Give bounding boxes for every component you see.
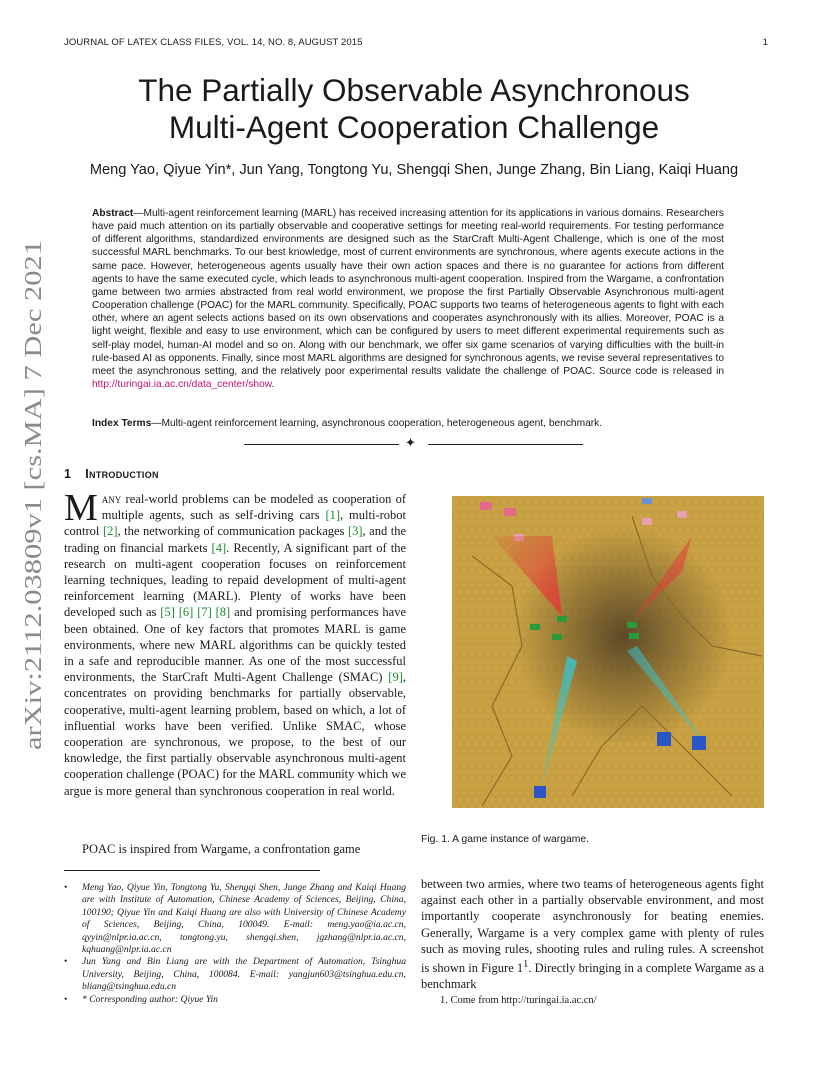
red-unit [504,508,516,516]
source-code-link[interactable]: http://turingai.ia.ac.cn/data_center/show [92,379,272,391]
footnote-text: Jun Yang and Bin Liang are with the Department of Automation, Tsinghua University, Beijing, China, 100084. E-mail: yangjun603@tsinghua.edu.cn, bliang@tsinghua.edu.cn [82,956,406,993]
bullet-icon: • [64,956,68,968]
green-unit [530,624,540,630]
abstract-text: —Multi-agent reinforcement learning (MARL) has received increasing attention for its applications in various domains. Researchers have paid much attention on its partially observable and cooperative settings for meeting real-world requirements. For testing performance of different algorithms, standardized environments are designed such as the StarCraft Multi-Agent Challenge, which is one of the most successful MARL benchmarks. To our best knowledge, most of current environments are synchronous, where agents execute actions in the same pace. However, heterogeneous agents usually have their own action spaces and there is no guarantee for actions from different agents to have the same executed cycle, which leads to asynchronous multi-agent cooperation. Inspired from the Wargame, a confrontation game between two armies abstracted from real world environment, we propose the first Partially Observable Asynchronous multi-agent Cooperation challenge (POAC) for the MARL community. Specifically, POAC supports two teams of heterogeneous agents to fight with each other, where an agent selects actions based on its own observations and cooperates asynchronously with its allies. Moreover, POAC is a light weight, flexible and easy to use environment, which can be configured by users to meet different experimental requirements such as self-play model, human-AI model and so on. Along with our benchmark, we offer six game scenarios of varying difficulties with the built-in rule-based AI as opponents. Finally, since most MARL algorithms are designed for synchronous agents, we revise several representatives to meet the asynchronous setting, and the relatively poor experimental results validate the challenge of POAC. Source code is released in [92,208,724,377]
footnote-rule [64,870,320,871]
footnote-item [64,956,406,993]
separator-line-left [244,444,399,445]
index-terms-text: —Multi-agent reinforcement learning, asynchronous cooperation, heterogeneous agent, benchmark. [151,418,603,429]
green-unit [629,633,639,639]
section-number: 1 [64,467,72,481]
citation[interactable]: [3] [347,524,363,539]
index-terms-label: Index Terms [92,418,152,429]
footnote-item [64,882,406,956]
blue-unit [534,786,546,798]
citation[interactable]: [6] [178,605,194,620]
red-unit [677,511,687,518]
bullet-icon: • [64,882,68,893]
journal-header: JOURNAL OF LATEX CLASS FILES, VOL. 14, NO. 8, AUGUST 2015 [64,37,363,48]
abstract-end: . [271,379,275,391]
arxiv-stamp [12,234,52,754]
green-unit [557,616,567,622]
footnote-marker[interactable]: 1 [523,959,529,971]
citation[interactable]: [4] [211,540,227,555]
index-terms [92,417,724,430]
abstract [92,207,724,391]
smallcaps-lead: any [101,492,122,506]
intro-paragraph-1 [64,487,407,799]
dropcap: M [64,487,98,529]
page-footnote: 1. Come from http://turingai.ia.ac.cn/ [440,995,597,1006]
title-line-2: Multi-Agent Cooperation Challenge [168,109,660,145]
citation[interactable]: [7] [197,605,212,620]
intro-right-column [421,876,764,993]
citation[interactable]: [5] [160,605,175,620]
blue-unit [692,736,706,750]
wargame-figure [452,496,764,808]
intro-text: real-world problems can be modeled as cooperation of multiple agents, such as self-driving cars [101,492,406,523]
intro-text: and promising performances have been obtained. One of key factors that promotes MARL is game environments, where new MARL algorithms can be quickly tested in a safe and reproducible manner. As one of the most successful environments, the StarCraft Multi-Agent Challenge (SMAC) [64,605,407,685]
intro-text: . Recently, A significant part of the research on multi-agent cooperation focuses on reinforcement learning techniques, leading to repaid development of multi-agent reinforcement learning (MARL). Plenty of works have been developed such as [64,540,406,620]
right-column-text: between two armies, where two teams of heterogeneous agents fight against each other in a partially observable environment, and most importantly cooperate asynchronously for beating enemies. Generally, Wargame is a very complex game with plenty of rules such as moving rules, shooting rules and ruling rules. A screenshot is shown in Figure 1 [421,877,764,976]
abstract-label: Abstract [92,208,134,219]
citation[interactable]: [8] [215,605,231,620]
author-footnotes [64,882,406,1006]
arxiv-stamp-text: arXiv:2112.03809v1 [cs.MA] 7 Dec 2021 [20,339,47,750]
author-list: Meng Yao, Qiyue Yin*, Jun Yang, Tongtong Yu, Shengqi Shen, Junge Zhang, Bin Liang, Kaiqi Huang [89,162,739,178]
right-column-end: . Directly bringing in a complete Wargame as a benchmark [421,961,764,992]
bullet-icon: • [64,993,68,1005]
intro-paragraph-2: POAC is inspired from Wargame, a confrontation game [82,842,361,856]
section-heading [64,467,159,481]
footnote-item [64,994,406,1006]
citation[interactable]: [9] [388,670,403,685]
running-header [64,37,768,48]
title-line-1: The Partially Observable Asynchronous [138,72,690,108]
footnote-text: Meng Yao, Qiyue Yin, Tongtong Yu, Shengqi Shen, Junge Zhang and Kaiqi Huang are with Institute of Automation, Chinese Academy of Sciences, Beijing, China, 100190; Qiyue Yin and Kaiqi Huang are also with University of Chinese Academy of Sciences, Beijing, China, 100049. E-mail: meng.yao@ia.ac.cn, qyyin@nlpr.ia.ac.cn, tongtong.yu, shengqi.shen, jgzhang@nlpr.ia.ac.cn, kqhuang@nlpr.ia.ac.cn [82,882,406,956]
figure-caption: Fig. 1. A game instance of wargame. [421,834,590,845]
blue-unit [657,732,671,746]
intro-text: , concentrates on providing benchmarks for partially observable, cooperative, multi-agent learning problem, based on which, a lot of influential works have been verified. Unlike SMAC, whose cooperation are synchronous, we propose, to the best of our knowledge, the first partially observable asynchronous multi-agent cooperation challenge (POAC) for the MARL community which we argue is more general than synchronous cooperation in real world. [64,670,406,798]
intro-text: , multi-robot control [64,508,406,539]
citation[interactable]: [2] [102,524,118,539]
page-number: 1 [762,37,768,48]
intro-text: , and the trading on financial markets [64,524,406,555]
paper-title [60,72,768,146]
separator-diamond-icon: ✦ [405,436,416,451]
green-unit [552,634,562,640]
red-unit [480,502,492,510]
footnote-text: * Corresponding author: Qiyue Yin [82,993,218,1005]
water [642,498,652,504]
red-unit [642,518,652,525]
section-title: Introduction [85,467,159,481]
green-unit [627,622,637,628]
separator-line-right [428,444,583,445]
citation[interactable]: [1] [325,508,341,523]
intro-text: , the networking of communication packages [117,524,348,539]
